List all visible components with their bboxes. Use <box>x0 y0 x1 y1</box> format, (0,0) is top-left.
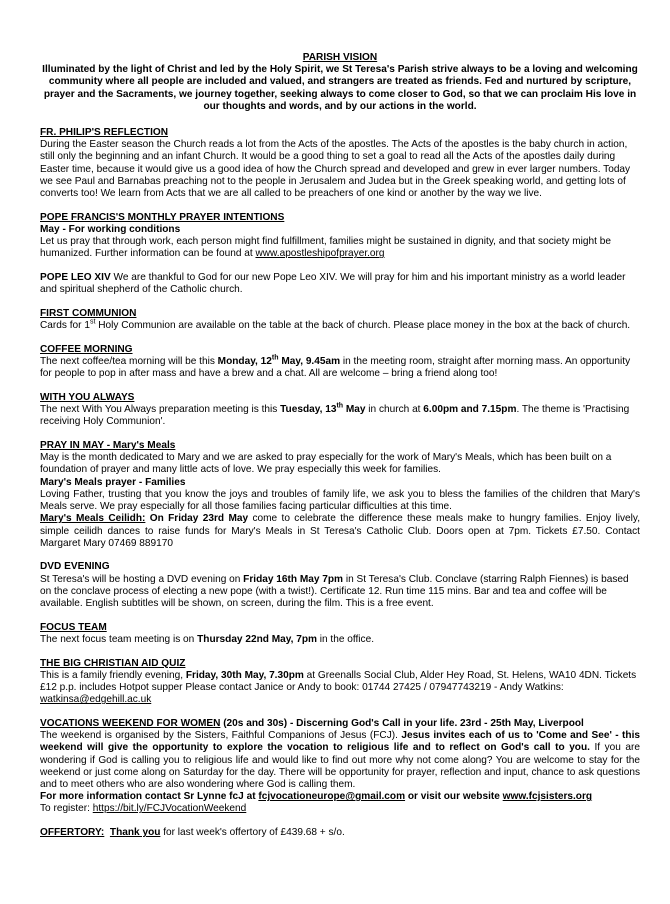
parish-vision-heading: PARISH VISION <box>302 52 378 63</box>
with-you-always-heading: WITH YOU ALWAYS <box>40 391 135 403</box>
pray-in-may-heading: PRAY IN MAY - Mary's Meals <box>40 440 176 452</box>
christian-aid-quiz-heading: THE BIG CHRISTIAN AID QUIZ <box>40 657 186 669</box>
reflection-section <box>40 127 640 200</box>
pope-leo-section <box>40 272 640 296</box>
apostleship-link[interactable]: www.apostleshipofprayer.org <box>255 248 385 260</box>
prayer-intentions-text: Let us pray that through work, each person might find fulfillment, families might be sustained in dignity, and that society might be humanized. Further information can be found at www.apostleshipofprayer.org <box>40 236 611 260</box>
coffee-morning-text: The next coffee/tea morning will be this Monday, 12th May, 9.45am in the meeting room, straight after morning mass. An opportunity for people to pop in after mass and have a brew and a chat. All are welcome – bring a friend along too! <box>40 354 631 380</box>
pope-leo-label: POPE LEO XIV <box>40 272 111 284</box>
prayer-intentions-section <box>40 212 640 261</box>
offertory-section <box>40 827 640 839</box>
fcj-website-link[interactable]: www.fcjsisters.org <box>502 791 593 803</box>
vocations-info: For more information contact Sr Lynne fcJ at fcjvocationeurope@gmail.com or visit our website www.fcjsisters.org <box>40 791 593 803</box>
with-you-always-text: The next With You Always preparation meeting is this Tuesday, 13th May in church at 6.00pm and 7.15pm. The theme is 'Practising receiving Holy Communion'. <box>40 402 630 428</box>
dvd-evening-text: St Teresa's will be hosting a DVD evening on Friday 16th May 7pm in St Teresa's Club. Conclave (starring Ralph Fiennes) is based on the conclave process of electing a new pope (with a twist!). Certificate 12. Run time 115 mins. Bar and tea and coffee will be available. English subtitles will be shown, on screen, during the film. This is a free event. <box>40 573 629 610</box>
vocations-section <box>40 718 640 816</box>
coffee-morning-heading: COFFEE MORNING <box>40 343 133 355</box>
reflection-heading: FR. PHILIP'S REFLECTION <box>40 127 169 139</box>
parish-vision <box>40 52 640 113</box>
prayer-intentions-heading: POPE FRANCIS'S MONTHLY PRAYER INTENTIONS <box>40 211 285 223</box>
vocations-heading: VOCATIONS WEEKEND FOR WOMEN (20s and 30s) - Discerning God's Call in your life. 23rd - 25th May, Liverpool <box>40 717 584 729</box>
focus-team-section <box>40 622 640 646</box>
vocations-register: To register: https://bit.ly/FCJVocationWeekend <box>40 803 247 815</box>
focus-team-heading: FOCUS TEAM <box>40 621 107 633</box>
vocations-email-link[interactable]: fcjvocationeurope@gmail.com <box>258 791 406 803</box>
register-link[interactable]: https://bit.ly/FCJVocationWeekend <box>92 803 247 815</box>
marys-meals-prayer-heading: Mary's Meals prayer - Families <box>40 476 186 488</box>
christian-aid-quiz-section <box>40 658 640 707</box>
dvd-evening-section <box>40 561 640 610</box>
with-you-always-section <box>40 392 640 429</box>
ceilidh-label: Mary's Meals Ceilidh: <box>40 513 146 525</box>
first-communion-section <box>40 308 640 332</box>
prayer-intentions-sub: May - For working conditions <box>40 223 181 235</box>
offertory-text: OFFERTORY: Thank you for last week's offertory of £439.68 + s/o. <box>40 827 345 839</box>
parish-vision-text: Illuminated by the light of Christ and led by the Holy Spirit, we St Teresa's Parish strive always to be a loving and welcoming community where all people are included and valued, and strangers are treated as friends. Fed and nurtured by scripture, prayer and the Sacraments, we journey together, seeking always to come closer to God, so that we can proclaim His love in our thoughts and words, and by our actions in the world. <box>42 64 638 112</box>
coffee-morning-section <box>40 344 640 381</box>
newsletter-page <box>40 52 640 839</box>
first-communion-text: Cards for 1st Holy Communion are available on the table at the back of church. Please place money in the box at the back of church. <box>40 318 631 332</box>
first-communion-heading: FIRST COMMUNION <box>40 307 137 319</box>
pray-in-may-section <box>40 440 640 550</box>
pray-in-may-text: May is the month dedicated to Mary and we are asked to pray especially for the work of Mary's Meals, which has been built on a foundation of prayer and many little acts of love. We pray especially this week for families. <box>40 452 612 476</box>
quiz-email-link[interactable]: watkinsa@edgehill.ac.uk <box>40 694 152 706</box>
marys-meals-ceilidh-text: Mary's Meals Ceilidh: On Friday 23rd May come to celebrate the difference these meals make to hungry families. Enjoy lively, simple ceilidh dances to raise funds for Mary's Meals in St Teresa's Catholic Club. Doors open at 7pm. Tickets £7.50. Contact Margaret Mary 07469 889170 <box>40 513 640 549</box>
dvd-evening-heading: DVD EVENING <box>40 561 110 573</box>
focus-team-text: The next focus team meeting is on Thursday 22nd May, 7pm in the office. <box>40 633 375 645</box>
vocations-text: The weekend is organised by the Sisters, Faithful Companions of Jesus (FCJ). Jesus invites each of us to 'Come and See' - this weekend will give the opportunity to explore the vocation to religious life and to reflect on God's call to you. If you are wondering if God is calling you to religious life and would like to find out more why not come along? You are welcome to stay for the weekend or just come along on Saturday for the day. There will be opportunity for prayer, reflection and input, chance to ask questions and to meet others who are also wondering where God is calling them. <box>40 730 641 790</box>
offertory-label: OFFERTORY: <box>40 827 105 839</box>
reflection-text: During the Easter season the Church reads a lot from the Acts of the apostles. The Acts of the apostles is the baby church in action, still only the beginning and an infant Church. It would be a good thing to set a goal to read all the Acts of the apostles daily during Easter time, because it would give us a good idea of how the Church spread and developed and grew in ever larger numbers. Today we see Paul and Barnabas preaching not to the people in Jerusalem and Judea but in the Greek speaking world, and getting lots of converts too! We learn from Acts that we are all called to be preachers of one kind or another by the way we live. <box>40 139 631 200</box>
christian-aid-quiz-text: This is a family friendly evening, Friday, 30th May, 7.30pm at Greenalls Social Club, Alder Hey Road, St. Helens, WA10 4DN. Tickets £12 p.p. includes Hotpot supper Please contact Janice or Andy to book: 01744 27425 / 07947743219 - Andy Watkins: watkinsa@edgehill.ac.uk <box>40 669 637 706</box>
marys-meals-prayer-text: Loving Father, trusting that you know the joys and troubles of family life, we ask you to bless the families of the children that Mary's Meals serve. We pray especially for all those families facing particular difficulties at this time. <box>40 488 640 513</box>
pope-leo-text: POPE LEO XIV We are thankful to God for our new Pope Leo XIV. We will pray for him and his important ministry as a world leader and spiritual shepherd of the Catholic church. <box>40 272 626 296</box>
